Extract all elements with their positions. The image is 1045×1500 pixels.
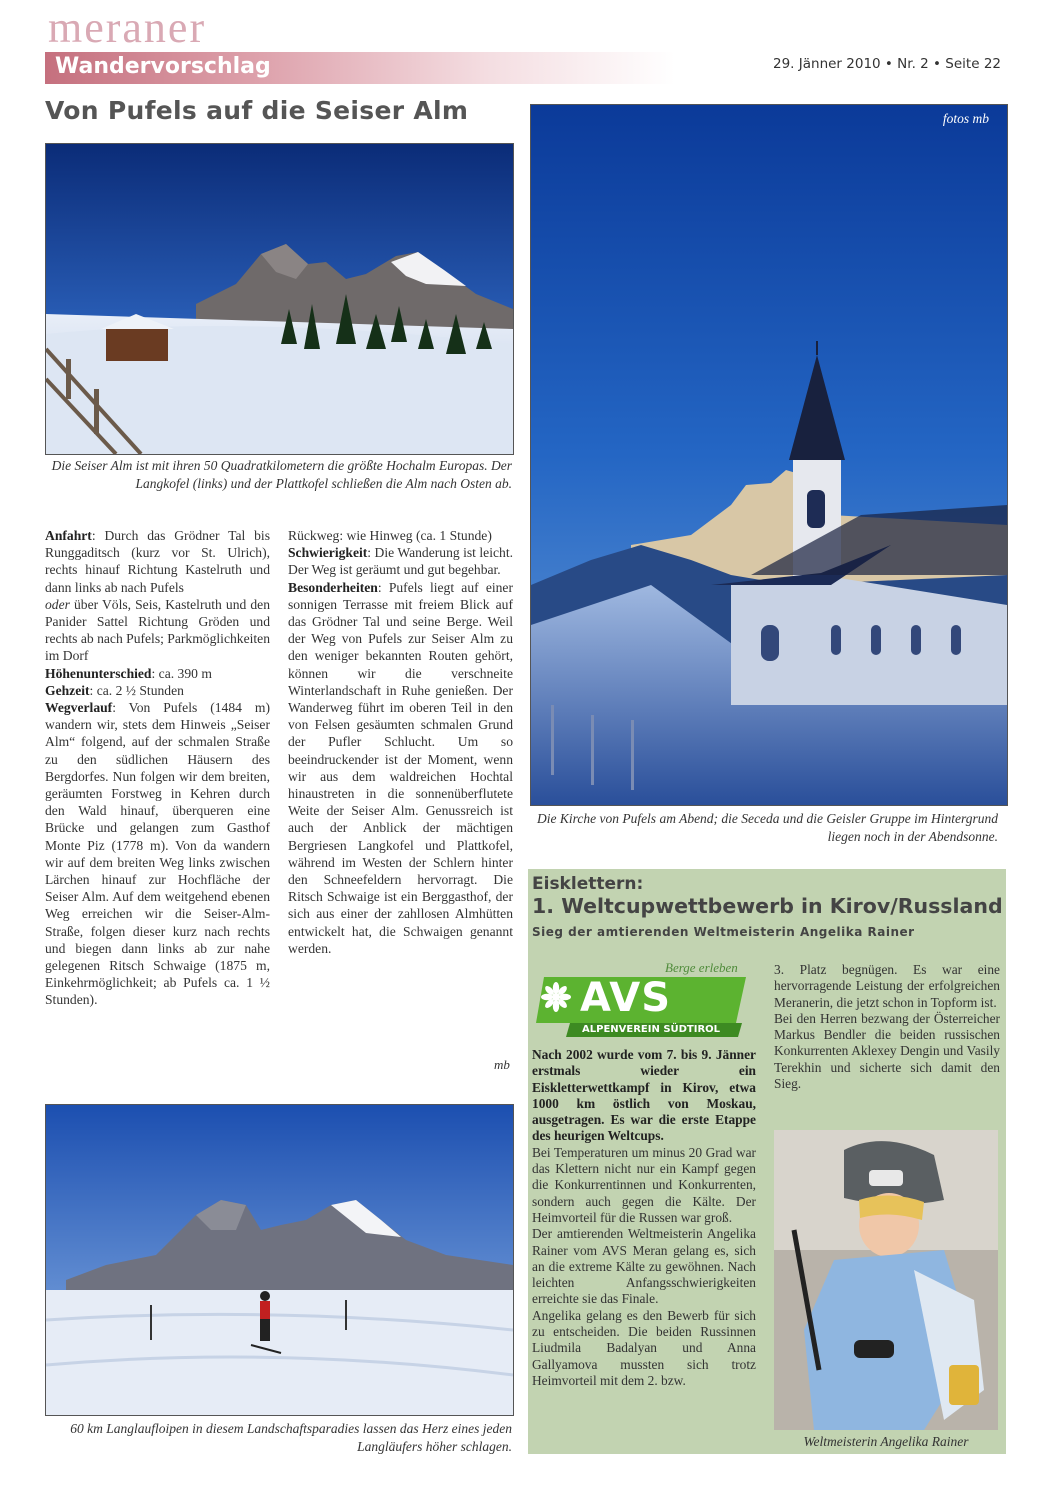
church-image [531,105,1007,805]
box-para-3: Angelika gelang es den Bewerb für sich zu entscheiden. Die beiden Russinnen Liudmila Badalyan und Anna Gallyamova mussten sich trotz Heimvorteil mit dem 2. bzw. [532,1307,756,1388]
seiser-alm-photo [45,143,514,455]
wegverlauf-label: Wegverlauf [45,700,113,716]
church-photo [530,104,1008,806]
hoehe-para [45,665,270,682]
hoehe-label: Höhenunterschied [45,665,152,681]
avs-logo-subtitle: ALPENVEREIN SÜDTIROL [582,1024,721,1035]
oder-label: oder [45,596,70,612]
besonderheiten-para [288,579,513,957]
seiser-alm-image [46,144,513,454]
gehzeit-label: Gehzeit [45,682,90,698]
section-title: Wandervorschlag [55,54,271,79]
ski-caption: 60 km Langlaufloipen in diesem Landschaftsparadies lassen das Herz eines jeden Langläufers höher schlagen. [70,1421,512,1454]
section-bar [45,52,675,84]
berge-erleben: Berge erleben [665,960,738,975]
oder-para [45,596,270,665]
anfahrt-para [45,527,270,596]
church-caption: Die Kirche von Pufels am Abend; die Seceda und die Geisler Gruppe im Hintergrund liegen noch in der Abendsonne. [536,811,998,844]
anfahrt-text: : Durch das Grödner Tal bis Runggaditsch (kurz vor St. Ulrich), rechts hinauf Richtung Kastelruth und dann links ab nach Pufels [45,528,270,595]
author-signoff: mb [494,1057,510,1072]
avs-logo-text: AVS [580,975,672,1021]
box-kicker: Eisklettern: [532,874,644,894]
avs-logo [536,977,746,1037]
wegverlauf-para [45,699,270,1009]
rueckweg-para: Rückweg: wie Hinweg (ca. 1 Stunde) [288,528,492,543]
climber-caption: Weltmeisterin Angelika Rainer [803,1434,969,1449]
photo-credit: fotos mb [942,111,989,126]
eisklettern-box [528,869,1006,1454]
ski-photo [45,1104,514,1416]
box-para-1: Bei Temperaturen um minus 20 Grad war das Klettern nicht nur ein Kampf gegen die Konkurrentinnen und Konkurrenten, sondern auch gegen die Kälte. Der Heimvorteil für die Russen war groß. [532,1144,756,1225]
besonderheiten-label: Besonderheiten [288,579,378,595]
besonderheiten-text: : Pufels liegt auf einer sonnigen Terrasse mit freiem Blick auf das Grödner Tal und seine Berge. Weil der Weg von Pufels zur Seiser Alm zu den weniger bekannten Routen gehört, können wir die verschneite Winterlandschaft in Ruhe genießen. Der Wanderweg führt im oberen Teil in den von Felsen gesäumten schmalen Grund der Pufler Schlucht. Um so beeindruckender ist der Moment, wenn wir aus dem waldreichen Hochtal hinaustreten in die sonnenüberflutete Weite der Seiser Alm. Genussreich ist auch der Anblick der mächtigen Bergriesen Langkofel und Plattkofel, während im Westen der Schlern hinter den Schneefeldern hervorragt. Die Ritsch Schwaige ist ein Berggasthof, der sich aus einer der zahllosen Almhütten entwickelt hat, die Schwaigen genannt werden. [288,579,513,956]
wegverlauf-text: : Von Pufels (1484 m) wandern wir, stets dem Hinweis „Seiser Alm“ folgend, auf der schmalen Straße zu den südlichen Häusern des Bergdorfes. Nun folgen wir dem breiten, geräumten Forstweg in Kehren durch den Wald hinauf, überqueren eine Brücke und gelangen zum Gasthof Monte Piz (1778 m). Von da wandern wir auf dem breiten Weg links zwischen Lärchen hinauf zur Hochfläche der Seiser Alm. Auf dem weitgehend ebenen Weg erreichen wir die Seiser-Alm-Straße, folgen dieser kurz nach rechts und biegen dann links ab zur nahe gelegenen Ritsch Schwaige (1875 m, Einkehrmöglichkeit; ab Pufels ca. 1 ½ Stunden). [45,700,270,1008]
issue-line: 29. Jänner 2010 • Nr. 2 • Seite 22 [773,56,1001,72]
climber-image [774,1130,998,1430]
gehzeit-para [45,682,270,699]
schwierigkeit-para [288,544,513,578]
schwierigkeit-text: : Die Wanderung ist leicht. Der Weg ist geräumt und gut begehbar. [288,545,513,578]
climber-photo [774,1130,998,1430]
anfahrt-label: Anfahrt [45,528,92,543]
box-para-4: 3. Platz begnügen. Es war eine hervorragende Leistung der erfolgreichen Meranerin, die jetzt schon in Topform ist. [774,962,1000,1010]
box-para-2: Der amtierenden Weltmeisterin Angelika Rainer vom AVS Meran gelang es, sich an die extreme Kälte zu gewöhnen. Nach leichten Anfangsschwierigkeiten erreichte sie das Finale. [532,1226,756,1307]
article-headline: Von Pufels auf die Seiser Alm [45,96,469,125]
box-lead: Nach 2002 wurde vom 7. bis 9. Jänner erstmals wieder ein Eiskletterwettkampf in Kirov, etwa 1000 km östlich von Moskau, ausgetragen. Es war die erste Etappe des heurigen Weltcups. [532,1047,756,1144]
ski-image [46,1105,513,1415]
oder-text: über Völs, Seis, Kastelruth und den Panider Sattel Richtung Gröden und rechts ab nach Pufels; Parkmöglichkeiten im Dorf [45,596,270,664]
seiser-alm-caption: Die Seiser Alm ist mit ihren 50 Quadratkilometern die größte Hochalm Europas. Der Langkofel (links) und der Plattkofel schließen die Alm nach Osten ab. [51,458,512,491]
box-column-1 [532,1047,756,1389]
box-para-5: Bei den Herren bezwang der Österreicher Markus Bendler die beiden russischen Konkurrenten Aklexey Dengin und Vasily Terekhin und sicherte sich damit den Sieg. [774,1010,1000,1092]
article-column-2 [288,527,513,957]
box-subtitle: Sieg der amtierenden Weltmeisterin Angelika Rainer [532,925,915,939]
article-column-1 [45,527,270,1009]
box-column-2 [774,962,1000,1092]
box-title: 1. Weltcupwettbewerb in Kirov/Russland [532,894,1003,918]
schwierigkeit-label: Schwierigkeit [288,545,368,561]
hoehe-text: : ca. 390 m [151,665,212,681]
masthead: meraner [48,3,207,52]
gehzeit-text: : ca. 2 ½ Stunden [89,682,184,698]
